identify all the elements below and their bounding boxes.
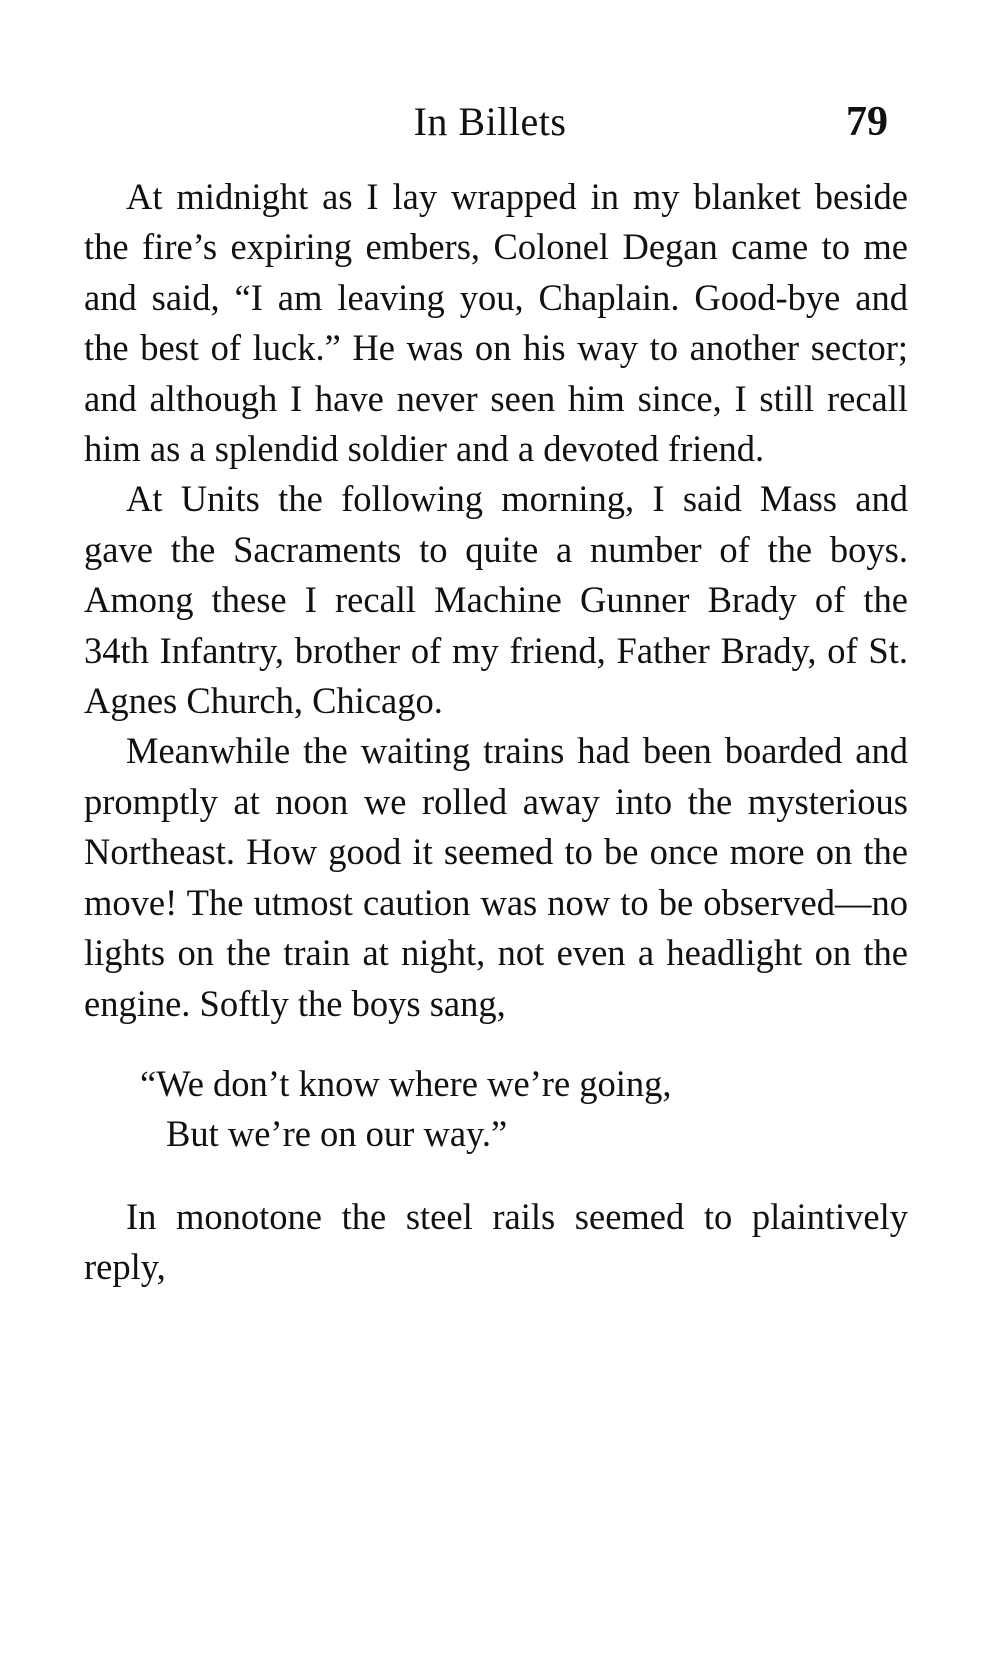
paragraph-units: At Units the following morning, I said Mass and gave the Sacraments to quite a number of the boys. Among these I recall Machine Gunner Brady of the 34th Infantry, brother of my friend, Father Brady, of St. Agnes Church, Chicago. [84, 478, 908, 722]
verse-line-1: “We don’t know where we’re going, [140, 1062, 672, 1104]
song-verse [140, 1059, 908, 1160]
page-number: 79 [846, 99, 888, 145]
running-title: In Billets [413, 99, 567, 144]
paragraph-midnight: At midnight as I lay wrapped in my blanket beside the fire’s expiring embers, Colonel Degan came to me and said, “I am leaving you, Chaplain. Good-bye and the best of luck.” He was on his way to another sector; and although I have never seen him since, I still recall him as a splendid soldier and a devoted friend. [84, 176, 908, 470]
paragraph-monotone: In monotone the steel rails seemed to plaintively reply, [84, 1195, 908, 1288]
verse-line-2: But we’re on our way.” [166, 1113, 508, 1155]
body-text [84, 172, 908, 1293]
paragraph-trains: Meanwhile the waiting trains had been boarded and promptly at noon we rolled away into the mysterious Northeast. How good it seemed to be once more on the move! The utmost caution was now to be observed—no lights on the train at night, not even a headlight on the engine. Softly the boys sang, [84, 730, 908, 1024]
running-head [80, 92, 900, 152]
